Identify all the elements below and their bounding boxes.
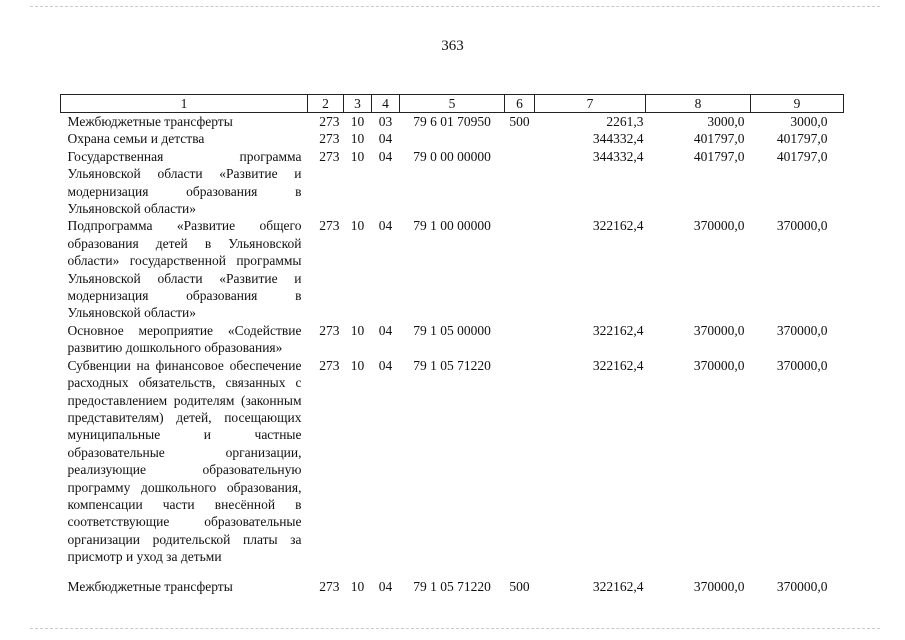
row-amount-col9: 370000,0 <box>776 357 828 373</box>
row-subsection-code: 03 <box>378 114 393 129</box>
row-expense-type <box>505 322 535 357</box>
table-row <box>61 566 844 595</box>
row-amount-col9: 401797,0 <box>776 131 828 147</box>
row-amount-col7: 344332,4 <box>592 131 644 147</box>
header-cell-1: 1 <box>61 95 308 113</box>
row-subsection-code: 04 <box>378 218 393 234</box>
table-row <box>61 322 844 357</box>
row-amount-col8: 370000,0 <box>693 357 745 373</box>
row-section-code: 10 <box>350 322 365 338</box>
table-body <box>61 113 844 595</box>
header-row <box>61 95 844 113</box>
row-amount-col9: 3000,0 <box>790 114 828 129</box>
row-name: Подпрограмма «Развитие общего образования детей в Ульяновской области» государственной программы Ульяновской области «Развитие и модернизация образования в Ульяновской области» <box>67 218 302 321</box>
row-subsection-code: 04 <box>378 578 393 594</box>
scan-edge-top <box>30 6 880 7</box>
row-amount-col8: 401797,0 <box>693 148 745 164</box>
header-cell-2: 2 <box>308 95 344 113</box>
table-row <box>61 148 844 218</box>
header-cell-6: 6 <box>505 95 535 113</box>
row-ministry-code: 273 <box>319 578 340 594</box>
row-target-code: 79 1 05 00000 <box>413 322 491 338</box>
row-amount-col7: 344332,4 <box>592 148 644 164</box>
row-name: Государственная программа Ульяновской области «Развитие и модернизация образования в Ульяновской области» <box>67 148 302 217</box>
row-target-code: 79 0 00 00000 <box>413 148 491 164</box>
page-number: 363 <box>441 38 464 54</box>
row-section-code: 10 <box>350 218 365 234</box>
row-target-code: 79 1 00 00000 <box>413 218 491 234</box>
row-expense-type: 500 <box>509 578 530 594</box>
row-amount-col9: 370000,0 <box>776 218 828 234</box>
table-row <box>61 113 844 131</box>
table-row <box>61 130 844 147</box>
row-ministry-code: 273 <box>319 148 340 164</box>
row-amount-col8: 370000,0 <box>693 322 745 338</box>
row-amount-col7: 2261,3 <box>606 114 644 129</box>
row-target-code: 79 1 05 71220 <box>413 357 491 373</box>
row-ministry-code: 273 <box>319 114 340 129</box>
row-target-code: 79 1 05 71220 <box>413 578 491 594</box>
row-ministry-code: 273 <box>319 322 340 338</box>
row-name: Охрана семьи и детства <box>67 131 205 147</box>
row-section-code: 10 <box>350 148 365 164</box>
row-expense-type <box>505 217 535 321</box>
row-name: Основное мероприятие «Содействие развитию дошкольного образования» <box>67 322 302 356</box>
budget-table <box>60 94 844 595</box>
row-ministry-code: 273 <box>319 131 340 147</box>
header-cell-5: 5 <box>400 95 505 113</box>
row-expense-type <box>505 148 535 218</box>
row-amount-col7: 322162,4 <box>592 218 644 234</box>
budget-table-container <box>60 94 843 595</box>
table-row <box>61 217 844 321</box>
row-name: Субвенции на финансовое обеспечение расходных обязательств, связанных с предоставлением родителям (законным представителям) детей, посещающих муниципальные и частные образовательные организации, реализующие образовательную программу дошкольного образования, компенсации части внесённой в соответствующие образовательные организации родительской платы за присмотр и уход за детьми <box>67 357 302 565</box>
row-subsection-code: 04 <box>378 322 393 338</box>
scan-edge-bottom <box>30 628 880 629</box>
row-section-code: 10 <box>350 578 365 594</box>
row-target-code <box>400 130 505 147</box>
row-expense-type <box>505 357 535 566</box>
row-section-code: 10 <box>350 114 365 129</box>
row-subsection-code: 04 <box>378 148 393 164</box>
row-amount-col9: 370000,0 <box>776 322 828 338</box>
row-section-code: 10 <box>350 357 365 373</box>
row-amount-col8: 370000,0 <box>693 578 745 594</box>
row-target-code: 79 6 01 70950 <box>413 114 491 129</box>
row-name: Межбюджетные трансферты <box>67 114 233 129</box>
row-subsection-code: 04 <box>378 131 393 147</box>
header-cell-3: 3 <box>344 95 372 113</box>
row-amount-col8: 3000,0 <box>707 114 745 129</box>
row-ministry-code: 273 <box>319 218 340 234</box>
row-ministry-code: 273 <box>319 357 340 373</box>
row-amount-col7: 322162,4 <box>592 322 644 338</box>
table-header <box>61 95 844 113</box>
row-amount-col9: 370000,0 <box>776 578 828 594</box>
table-row <box>61 357 844 566</box>
header-cell-9: 9 <box>751 95 844 113</box>
header-cell-8: 8 <box>646 95 751 113</box>
row-expense-type: 500 <box>509 114 530 129</box>
row-section-code: 10 <box>350 131 365 147</box>
row-amount-col9: 401797,0 <box>776 148 828 164</box>
row-subsection-code: 04 <box>378 357 393 373</box>
header-cell-4: 4 <box>372 95 400 113</box>
header-cell-7: 7 <box>535 95 646 113</box>
row-amount-col8: 370000,0 <box>693 218 745 234</box>
row-name: Межбюджетные трансферты <box>67 578 233 594</box>
row-amount-col8: 401797,0 <box>693 131 745 147</box>
row-amount-col7: 322162,4 <box>592 357 644 373</box>
row-expense-type <box>505 130 535 147</box>
row-amount-col7: 322162,4 <box>592 578 644 594</box>
